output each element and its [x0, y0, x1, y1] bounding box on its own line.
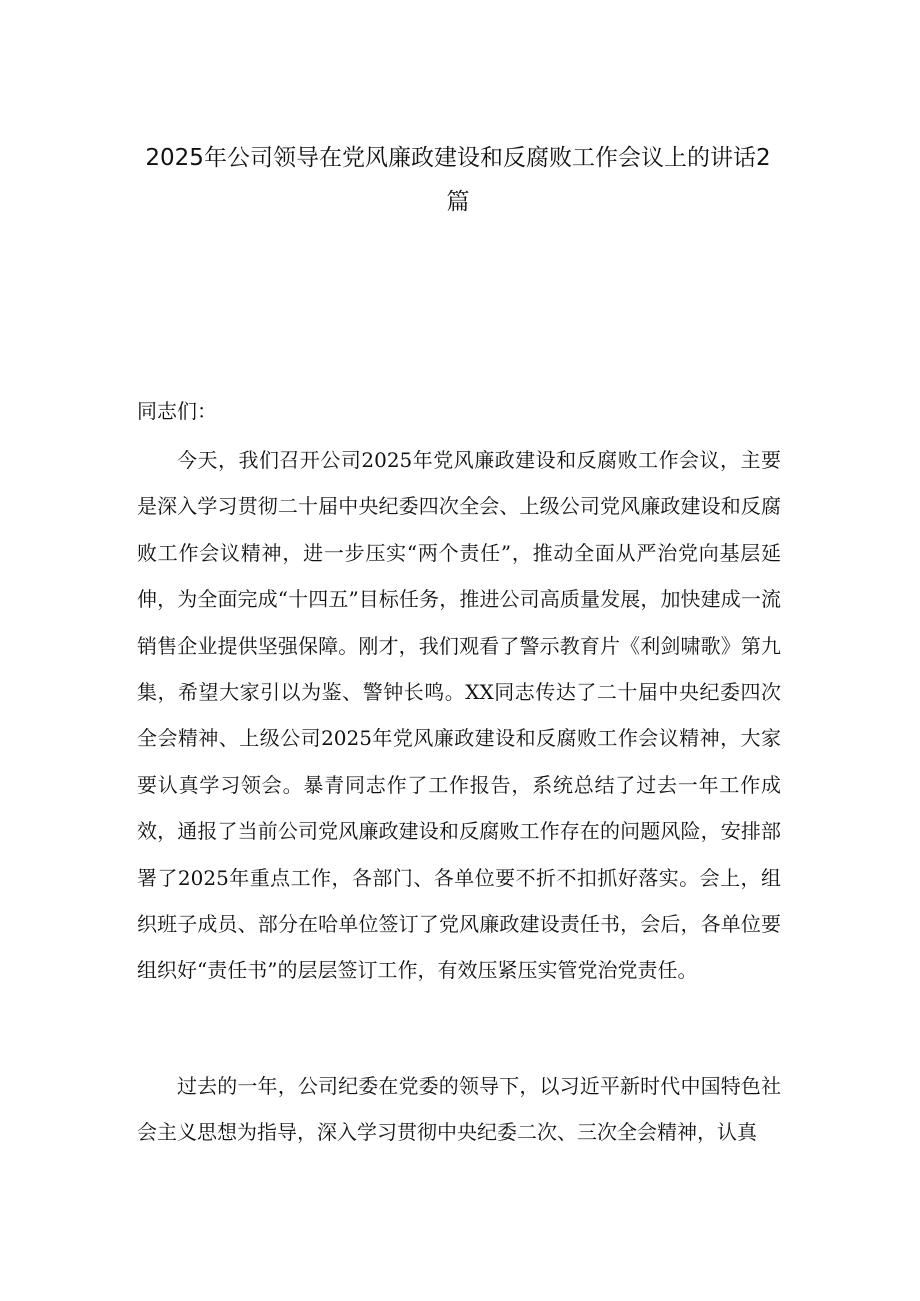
body-paragraph-2: 过去的一年，公司纪委在党委的领导下，以习近平新时代中国特色社会主义思想为指导，深入学习贯彻中央纪委二次、三次全会精神，认真: [137, 1074, 781, 1145]
body-paragraph-1: 今天，我们召开公司2025年党风廉政建设和反腐败工作会议，主要是深入学习贯彻二十届中央纪委四次全会、上级公司党风廉政建设和反腐败工作会议精神，进一步压实“两个责任”，推动全面从严治党向基层延伸，为全面完成“十四五”目标任务，推进公司高质量发展，加快建成一流销售企业提供坚强保障。刚才，我们观看了警示教育片《利剑啸歌》第九集，希望大家引以为鉴、警钟长鸣。XX同志传达了二十届中央纪委四次全会精神、上级公司2025年党风廉政建设和反腐败工作会议精神，大家要认真学习领会。暴青同志作了工作报告，系统总结了过去一年工作成效，通报了当前公司党风廉政建设和反腐败工作存在的问题风险，安排部署了2025年重点工作，各部门、各单位要不折不扣抓好落实。会上，组织班子成员、部分在哈单位签订了党风廉政建设责任书，会后，各单位要组织好“责任书”的层层签订工作，有效压紧压实管党治党责任。: [137, 448, 781, 983]
document-title: 2025年公司领导在党风廉政建设和反腐败工作会议上的讲话2篇: [145, 145, 771, 215]
salutation: 同志们：: [137, 399, 217, 423]
